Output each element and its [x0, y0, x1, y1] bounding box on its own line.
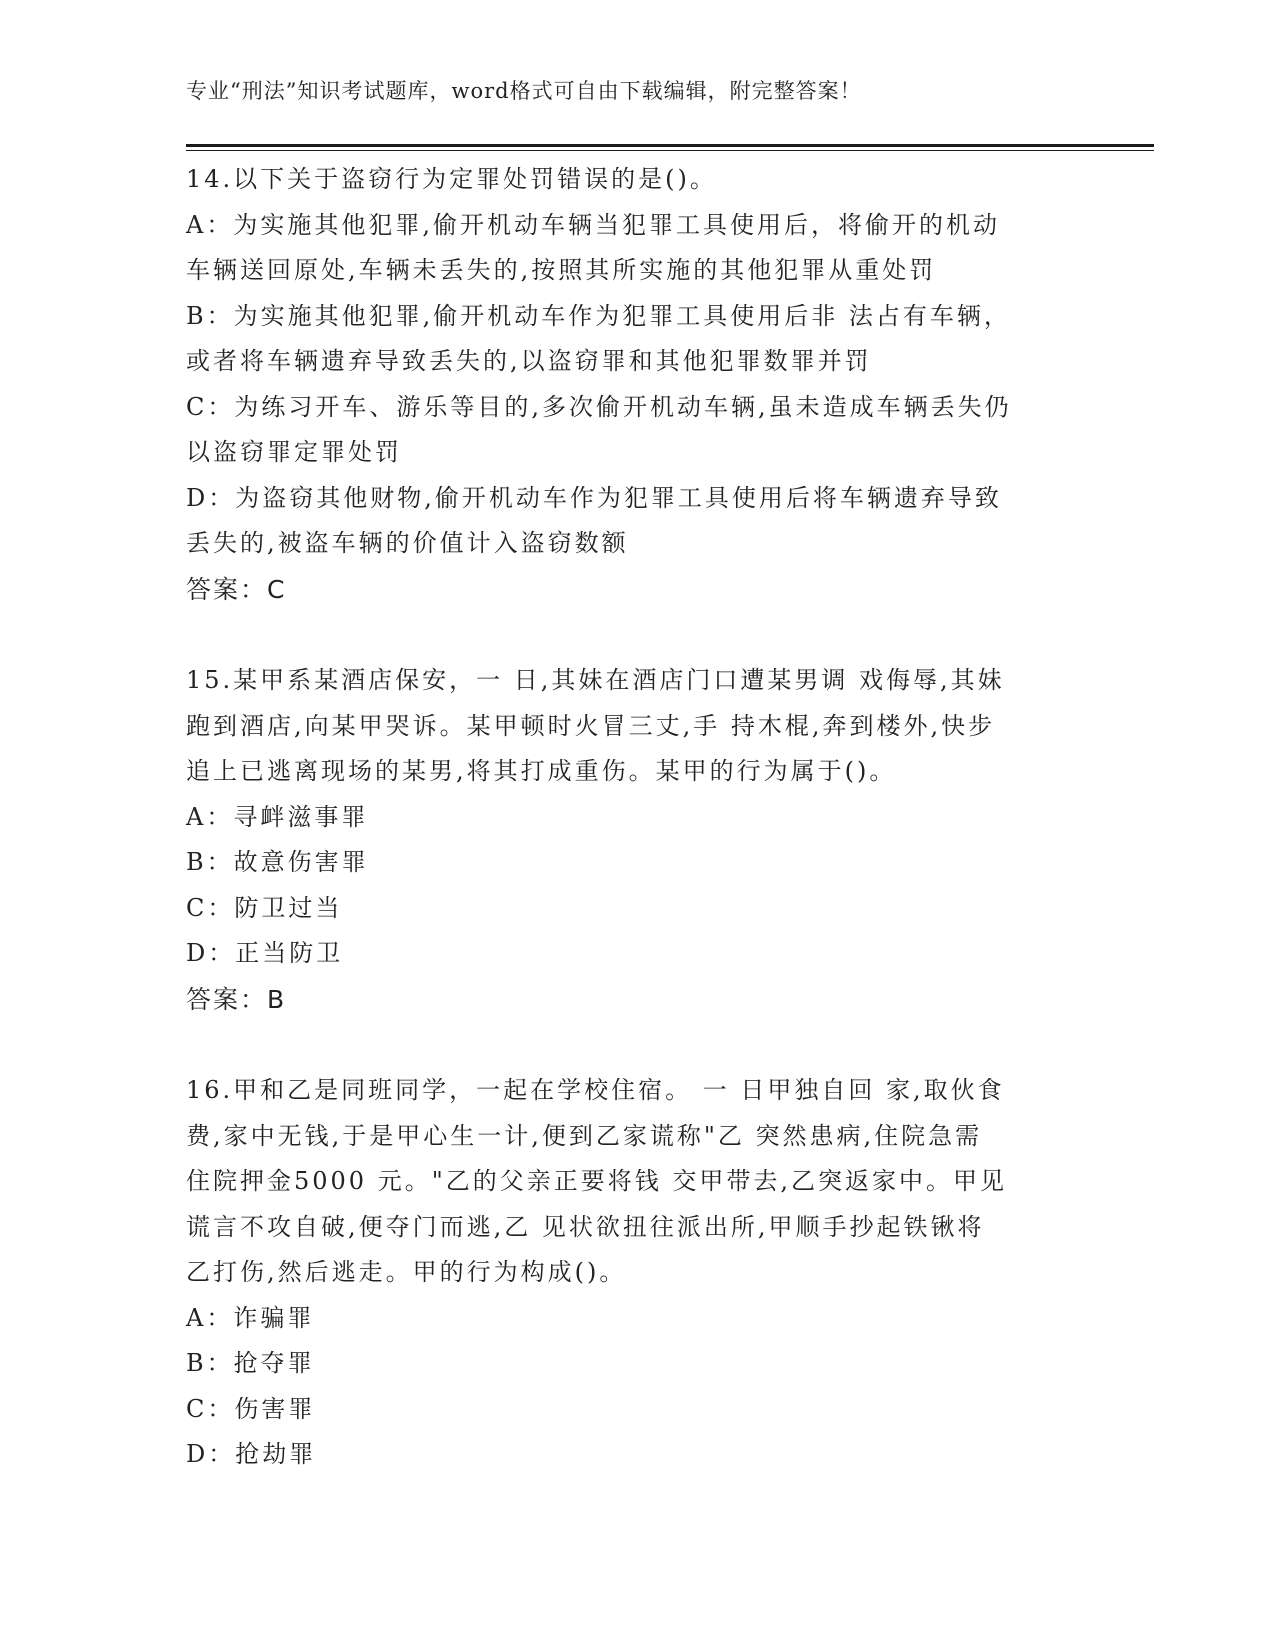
answer-option-line: C：为练习开车、游乐等目的,多次偷开机动车辆,虽未造成车辆丢失仍 — [186, 392, 1012, 421]
answer-key: 答案：C — [186, 574, 287, 604]
answer-option-line: 车辆送回原处,车辆未丢失的,按照其所实施的其他犯罪从重处罚 — [186, 256, 937, 284]
header-divider-thick — [186, 144, 1154, 147]
question-stem-line: 谎言不攻自破,便夺门而逃,乙 见状欲扭往派出所,甲顺手抄起铁锹将 — [186, 1212, 985, 1241]
question-block — [186, 157, 1066, 612]
answer-option — [186, 931, 1066, 977]
question-stem-line: 14.以下关于盗窃行为定罪处罚错误的是()。 — [186, 165, 717, 193]
answer-option-line: D：为盗窃其他财物,偷开机动车作为犯罪工具使用后将车辆遗弃导致 — [186, 483, 1002, 512]
answer-option — [186, 795, 1066, 841]
answer-option-line: 或者将车辆遗弃导致丢失的,以盗窃罪和其他犯罪数罪并罚 — [186, 347, 872, 375]
answer-option-line: B：故意伤害罪 — [186, 848, 369, 876]
answer-option — [186, 1296, 1066, 1342]
question-stem-line: 住院押金5000 元。"乙的父亲正要将钱 交甲带去,乙突返家中。甲见 — [186, 1167, 1008, 1195]
answer-option — [186, 385, 1066, 476]
answer-option — [186, 1387, 1066, 1433]
header-divider-thin — [186, 150, 1154, 151]
answer-key: 答案：B — [186, 984, 287, 1014]
question-spacer — [186, 1022, 1066, 1068]
question-stem-line: 跑到酒店,向某甲哭诉。某甲顿时火冒三丈,手 持木棍,奔到楼外,快步 — [186, 711, 996, 740]
answer-option — [186, 203, 1066, 294]
question-stem-line: 16.甲和乙是同班同学，一起在学校住宿。 一 日甲独自回 家,取伙食 — [186, 1076, 1005, 1104]
answer-option-line: D：抢劫罪 — [186, 1440, 317, 1468]
question-stem-line: 追上已逃离现场的某男,将其打成重伤。某甲的行为属于()。 — [186, 757, 897, 785]
question-block — [186, 658, 1066, 1022]
question-spacer — [186, 612, 1066, 658]
answer-option-line: C：防卫过当 — [186, 893, 343, 922]
answer-option — [186, 1432, 1066, 1478]
question-block — [186, 1068, 1066, 1478]
answer-option-line: B：为实施其他犯罪,偷开机动车作为犯罪工具使用后非 法占有车辆， — [186, 301, 1011, 330]
answer-option-line: 丢失的,被盗车辆的价值计入盗窃数额 — [186, 529, 629, 557]
answer-option-line: A：寻衅滋事罪 — [186, 802, 369, 831]
answer-option — [186, 294, 1066, 385]
answer-option — [186, 1341, 1066, 1387]
answer-option — [186, 840, 1066, 886]
answer-option-line: A：为实施其他犯罪,偷开机动车辆当犯罪工具使用后，将偷开的机动 — [186, 210, 1000, 239]
question-stem-line: 费,家中无钱,于是甲心生一计,便到乙家谎称"乙 突然患病,住院急需 — [186, 1121, 983, 1150]
answer-option — [186, 476, 1066, 567]
question-stem-line: 15.某甲系某酒店保安，一 日,其妹在酒店门口遭某男调 戏侮辱,其妹 — [186, 666, 1005, 694]
answer-option-line: C：伤害罪 — [186, 1394, 316, 1423]
question-list — [186, 157, 1066, 1478]
question-stem-line: 乙打伤,然后逃走。甲的行为构成()。 — [186, 1258, 627, 1286]
answer-option — [186, 886, 1066, 932]
answer-option-line: B：抢夺罪 — [186, 1349, 315, 1377]
answer-option-line: D：正当防卫 — [186, 939, 344, 967]
answer-option-line: 以盗窃罪定罪处罚 — [186, 438, 402, 466]
page-header: 专业“刑法”知识考试题库，word格式可自由下载编辑，附完整答案！ — [186, 79, 862, 103]
answer-option-line: A：诈骗罪 — [186, 1303, 315, 1332]
